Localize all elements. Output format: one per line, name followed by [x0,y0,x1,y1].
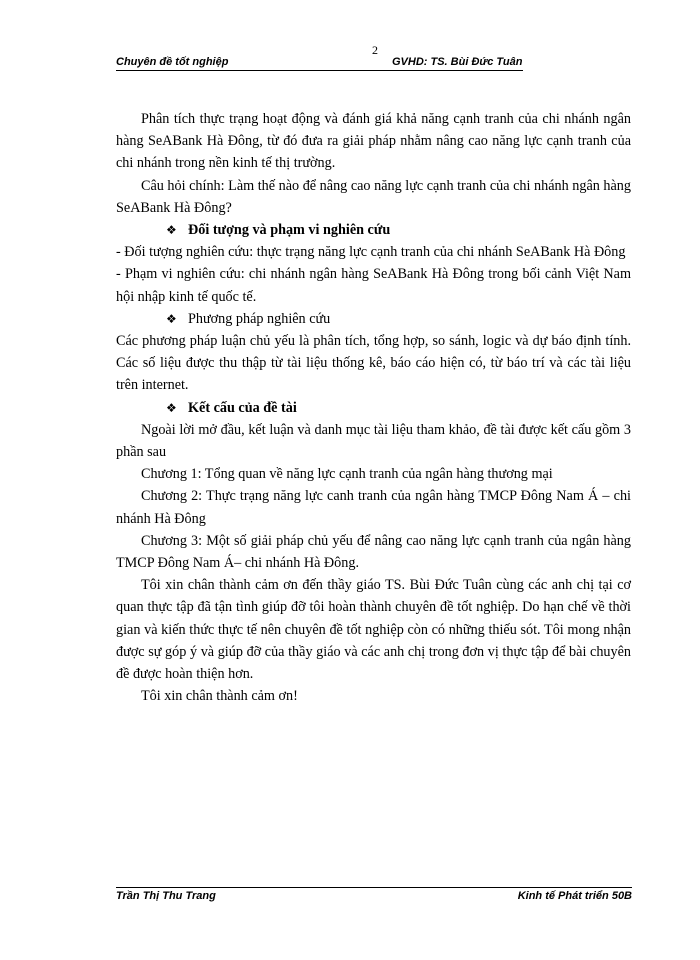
paragraph-objective: Phân tích thực trạng hoạt động và đánh giá khả năng cạnh tranh của chi nhánh ngân hàng SeABank Hà Đông, từ đó đưa ra giải pháp nhằm nâng cao năng lực cạnh tranh của chi nhánh trong nền kinh tế thị trường. [116,111,631,172]
paragraph-chapter-2: Chương 2: Thực trạng năng lực canh tranh của ngân hàng TMCP Đông Nam Á – chi nhánh Hà Đông [116,488,631,527]
heading-structure [116,397,631,419]
paragraph-methodology: Các phương pháp luận chủ yếu là phân tích, tổng hợp, so sánh, logic và dự báo định tính. Các số liệu được thu thập từ tài liệu thống kê, báo cáo hiện có, từ báo trí và các tài liệu trên internet. [116,333,631,394]
heading-research-scope [116,219,631,241]
heading-methodology-text: Phương pháp nghiên cứu [188,310,331,327]
diamond-bullet-icon: ❖ [166,223,177,238]
paragraph-acknowledgement: Tôi xin chân thành cảm ơn đến thầy giáo TS. Bùi Đức Tuân cùng các anh chị tại cơ quan thực tập đã tận tình giúp đỡ tôi hoàn thành chuyên đề tốt nghiệp. Do hạn chế về thời gian và kiến thức thực tế nên chuyên đề tốt nghiệp còn có những thiếu sót. Tôi mong nhận được sự góp ý và giúp đỡ của thầy giáo và các anh chị trong đơn vị thực tập để bài chuyên đề được hoàn thiện hơn. [116,577,631,683]
diamond-bullet-icon: ❖ [166,311,177,326]
heading-structure-text: Kết cấu của đề tài [188,399,297,416]
paragraph-chapter-1: Chương 1: Tổng quan về năng lực cạnh tranh của ngân hàng thương mại [141,466,553,483]
footer-rule [116,887,632,888]
header-advisor: GVHD: TS. Bùi Đức Tuân [392,56,523,68]
heading-methodology [116,308,631,330]
header-rule [116,70,523,71]
footer-class: Kinh tế Phát triển 50B [517,890,632,902]
document-body [116,108,631,707]
paragraph-structure-intro: Ngoài lời mở đầu, kết luận và danh mục tài liệu tham khảo, đề tài được kết cấu gồm 3 phần sau [116,421,631,461]
heading-research-scope-text: Đối tượng và phạm vi nghiên cứu [188,222,391,239]
paragraph-thanks: Tôi xin chân thành cảm ơn! [141,688,298,705]
footer-author: Trần Thị Thu Trang [116,890,216,902]
paragraph-research-subject: - Đối tượng nghiên cứu: thực trạng năng lực cạnh tranh của chi nhánh SeABank Hà Đông [116,244,626,261]
paragraph-research-range: - Phạm vi nghiên cứu: chi nhánh ngân hàng SeABank Hà Đông trong bối cảnh Việt Nam hội nhập kinh tế quốc tế. [116,266,631,305]
paragraph-chapter-3: Chương 3: Một số giải pháp chủ yếu để nâng cao năng lực cạnh tranh của ngân hàng TMCP Đông Nam Á– chi nhánh Hà Đông. [116,532,631,572]
header-title: Chuyên đề tốt nghiệp [116,56,229,68]
paragraph-main-question: Câu hỏi chính: Làm thế nào để nâng cao năng lực cạnh tranh của chi nhánh ngân hàng SeABank Hà Đông? [116,177,631,216]
diamond-bullet-icon: ❖ [166,400,177,415]
page-number: 2 [372,43,378,57]
